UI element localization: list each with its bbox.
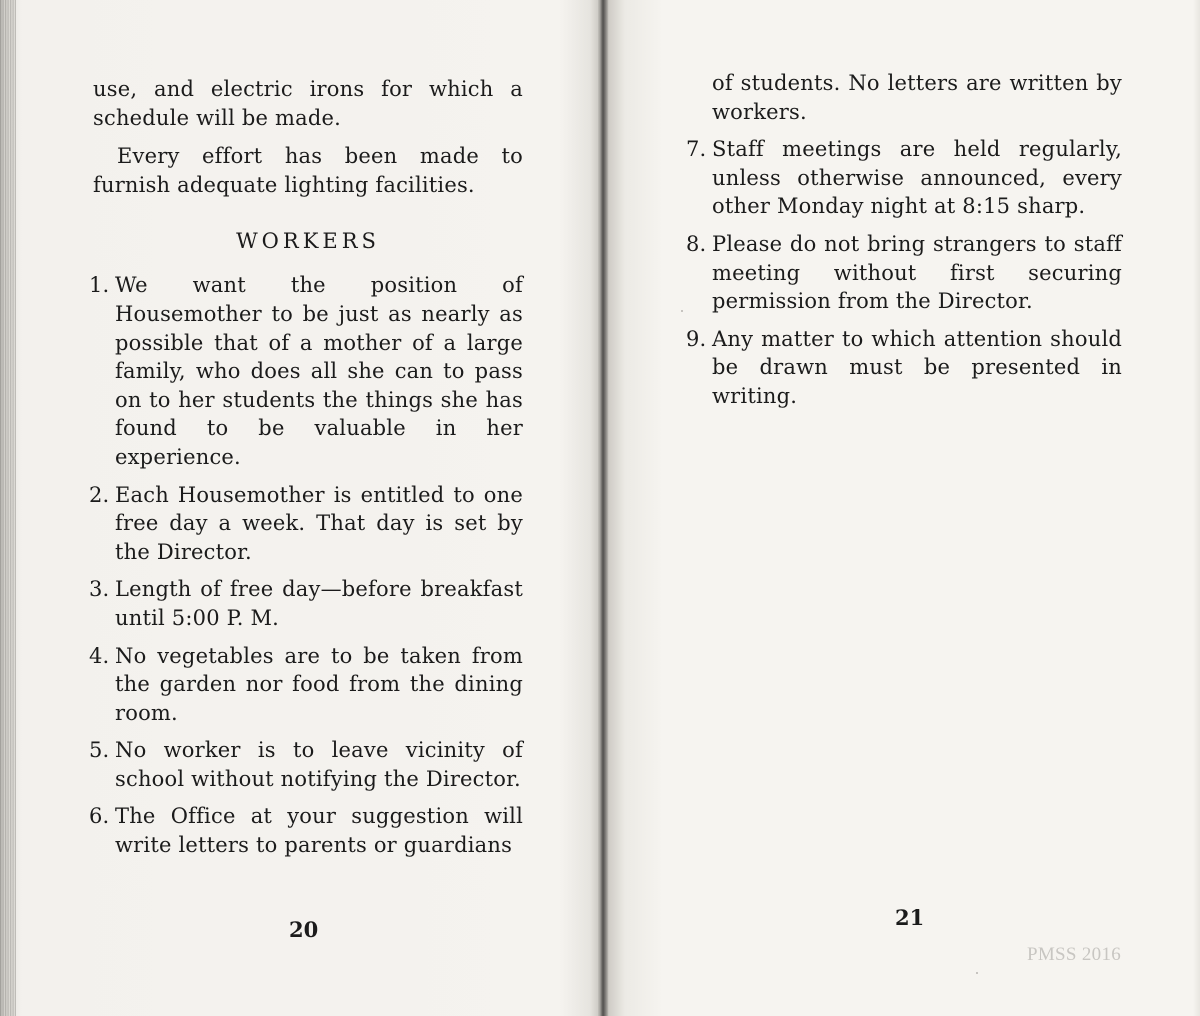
item-text: No worker is to leave vicinity of school without notifying the Director. (115, 738, 523, 791)
item-number: 8. (686, 231, 707, 256)
continuation-text: use, and electric irons for which a schedule will be made. (93, 77, 523, 130)
item-number: 1. (89, 273, 110, 298)
paper-speck (976, 972, 978, 974)
left-page-text (89, 75, 523, 869)
list-item (89, 481, 523, 567)
item-text: The Office at your suggestion will write letters to parents or guardians (115, 804, 523, 858)
item-number: 9. (686, 326, 707, 351)
list-item (89, 575, 523, 632)
item-number: 2. (89, 482, 110, 507)
item-text: Staff meetings are held regularly, unless otherwise announced, every other Monday night at 8:15 sharp. (712, 137, 1122, 219)
list-item (89, 802, 523, 859)
list-item (686, 135, 1122, 221)
item-text: Each Housemother is entitled to one free day a week. That day is set by the Director. (115, 482, 523, 564)
list-item (89, 736, 523, 793)
page-number-left: 20 (289, 917, 319, 942)
item-text: Length of free day—before breakfast until 5:00 P. M. (115, 577, 523, 630)
list-item (89, 271, 523, 471)
list-item (89, 642, 523, 728)
watermark: PMSS 2016 (1027, 944, 1122, 965)
item-number: 5. (89, 738, 110, 763)
right-page-text (686, 69, 1122, 420)
book-spine (598, 0, 608, 1016)
item-text: Please do not bring strangers to staff meeting without first securing permission from the Director. (712, 231, 1122, 314)
item-text: Any matter to which attention should be drawn must be presented in writing. (712, 326, 1122, 408)
continuation-text: of students. No letters are written by workers. (712, 71, 1122, 124)
item-number: 6. (89, 804, 110, 829)
page-edges (0, 0, 16, 1016)
item-number: 7. (686, 137, 707, 162)
list-item (686, 230, 1122, 316)
section-heading: WORKERS (236, 229, 380, 254)
item-number: 4. (89, 643, 110, 668)
item-number: 3. (89, 577, 110, 602)
paper-speck (681, 310, 683, 312)
item-text: No vegetables are to be taken from the garden nor food from the dining room. (115, 643, 523, 725)
page-number-right: 21 (895, 905, 925, 930)
lighting-paragraph: Every effort has been made to furnish adequate lighting facilities. (93, 144, 523, 197)
item-text: We want the position of Housemother to be just as nearly as possible that of a mother of a large family, who does all she can to pass on to her students the things she has found to be valuable in her experience. (115, 273, 523, 469)
list-item (686, 325, 1122, 411)
right-page (603, 0, 1200, 1016)
